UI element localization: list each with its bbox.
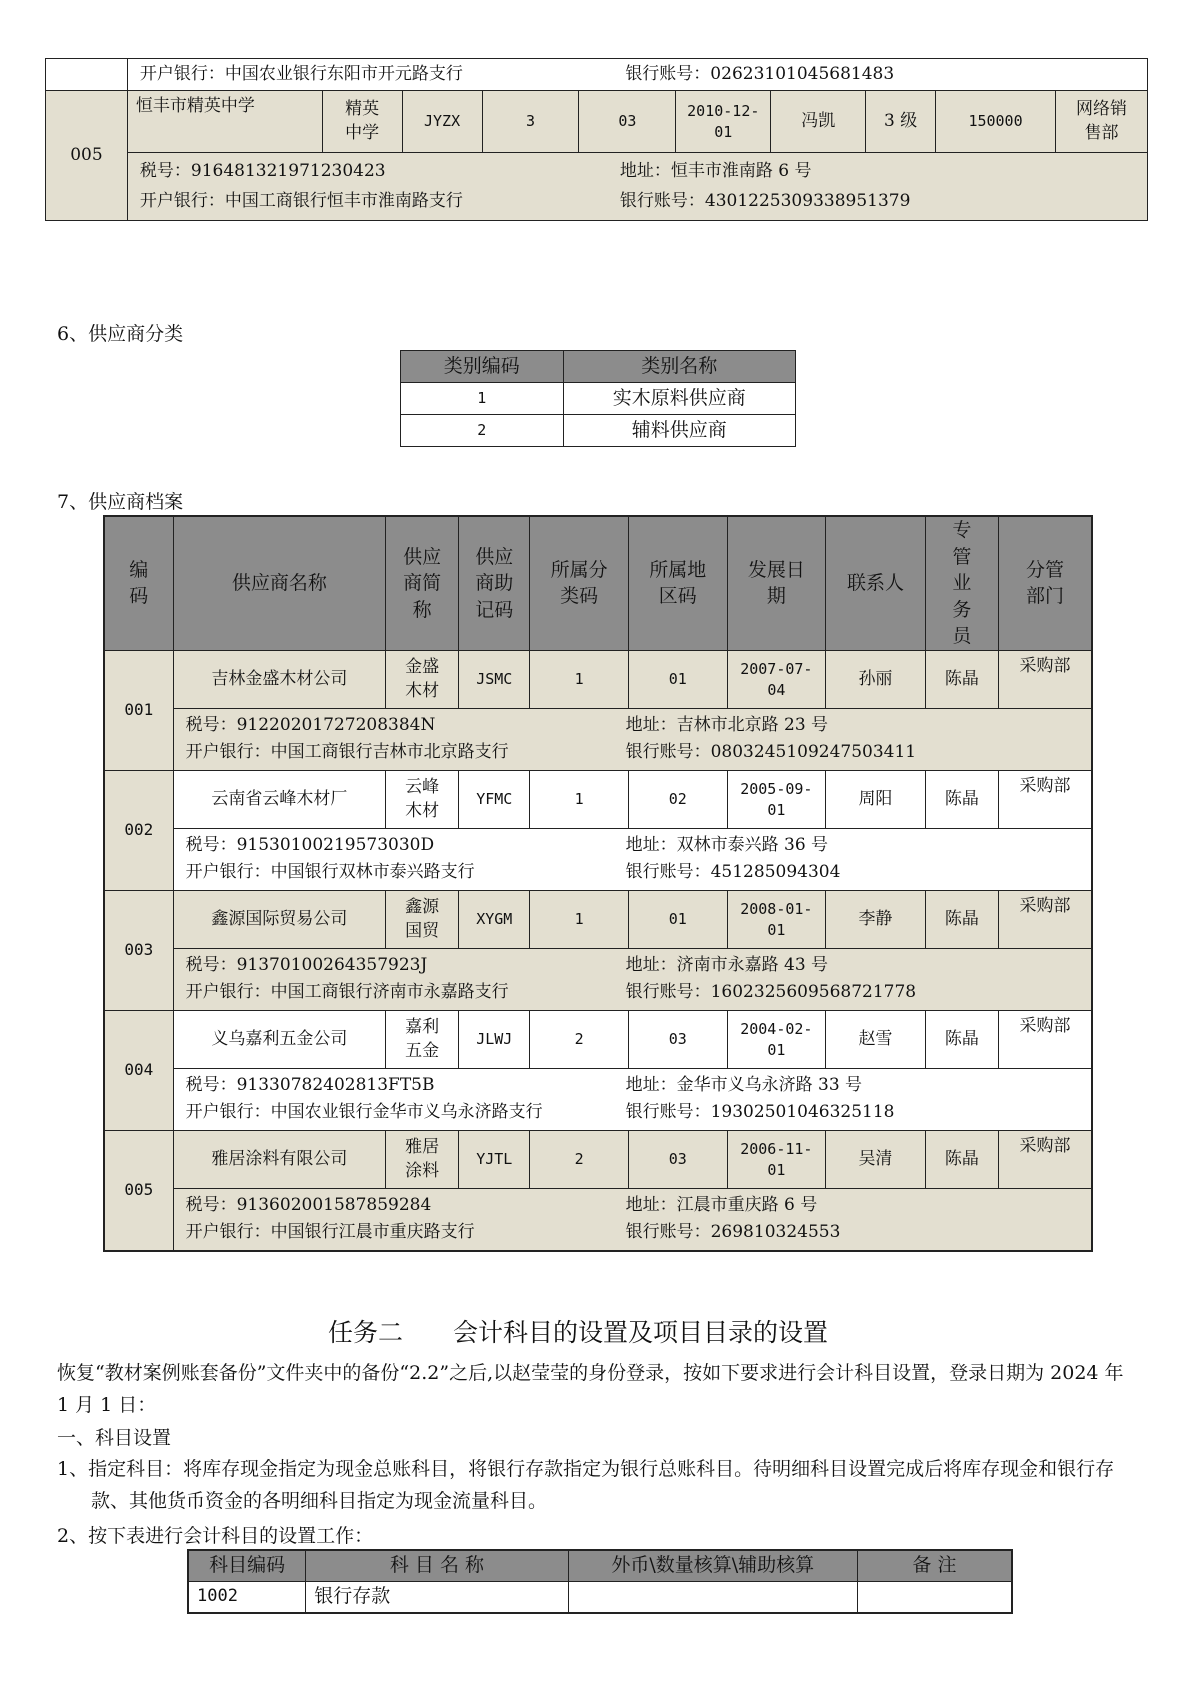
supplier-detail [173, 1189, 1092, 1252]
customer-level: 3 级 [866, 91, 936, 153]
supplier-mnemonic: JLWJ [459, 1011, 530, 1069]
bank-account: 银行账号：269810324553 [625, 1222, 841, 1243]
supplier-abbr: 雅居涂料 [386, 1131, 459, 1189]
supplier-date: 2008-01-01 [727, 891, 826, 949]
supplier-mnemonic: XYGM [459, 891, 530, 949]
category-name: 实木原料供应商 [563, 383, 795, 415]
table-row [46, 91, 1148, 153]
customer-category: 3 [482, 91, 579, 153]
category-name: 辅料供应商 [563, 415, 795, 447]
supplier-mnemonic: YJTL [459, 1131, 530, 1189]
supplier-clerk: 陈晶 [925, 1011, 998, 1069]
supplier-category: 2 [530, 1011, 629, 1069]
category-code: 1 [401, 383, 564, 415]
supplier-dept: 采购部 [998, 771, 1092, 829]
header-category: 所属分类码 [530, 516, 629, 651]
bank-name: 开户银行：中国工商银行恒丰市淮南路支行 [139, 191, 463, 211]
supplier-contact: 李静 [826, 891, 926, 949]
task-title: 任务二 会计科目的设置及项目目录的设置 [328, 1318, 829, 1347]
customer-contact: 冯凯 [771, 91, 866, 153]
supplier-code: 003 [104, 891, 173, 1011]
header-mnemonic: 供应商助记码 [459, 516, 530, 651]
header-category-code: 类别编码 [401, 351, 564, 383]
supplier-mnemonic: JSMC [459, 651, 530, 709]
tax-number: 税号：91330782402813FT5B [185, 1075, 435, 1096]
supplier-detail [173, 709, 1092, 771]
tax-number: 税号：91220201727208384N [185, 715, 436, 736]
header-region: 所属地区码 [628, 516, 727, 651]
supplier-region: 03 [628, 1131, 727, 1189]
subject-remark [857, 1581, 1012, 1613]
supplier-name: 鑫源国际贸易公司 [173, 891, 385, 949]
supplier-clerk: 陈晶 [925, 891, 998, 949]
section-6-title: 6、供应商分类 [57, 323, 184, 345]
bank-account: 银行账号：451285094304 [625, 862, 841, 883]
supplier-detail [173, 1069, 1092, 1131]
supplier-dept: 采购部 [998, 651, 1092, 709]
bank-account: 银行账号：0803245109247503411 [625, 742, 917, 763]
item-1 [57, 1453, 1142, 1517]
customer-detail [127, 153, 1147, 221]
supplier-code: 004 [104, 1011, 173, 1131]
address: 地址：吉林市北京路 23 号 [625, 715, 829, 736]
blank-code-cell [46, 59, 128, 91]
bank-name: 开户银行：中国工商银行济南市永嘉路支行 [185, 982, 509, 1003]
customer-table-continued [45, 58, 1148, 221]
supplier-category: 2 [530, 1131, 629, 1189]
address: 地址：济南市永嘉路 43 号 [625, 955, 829, 976]
customer-abbr: 精英中学 [322, 91, 402, 153]
bank-name: 开户银行：中国工商银行吉林市北京路支行 [185, 742, 509, 763]
table-row [104, 1131, 1092, 1189]
tax-number: 税号：91370100264357923J [185, 955, 428, 976]
item-2: 2、按下表进行会计科目的设置工作： [57, 1525, 374, 1547]
row-code: 005 [46, 91, 128, 221]
customer-region: 03 [579, 91, 676, 153]
customer-date: 2010-12-01 [676, 91, 771, 153]
header-clerk: 专管业务员 [925, 516, 998, 651]
table-row [104, 771, 1092, 829]
tax-number: 税号：91360200158785928​4 [185, 1195, 432, 1216]
address: 地址：金华市义乌永济路 33 号 [625, 1075, 863, 1096]
bank-name: 开户银行：中国银行江晨市重庆路支行 [185, 1222, 475, 1243]
supplier-archive-table [103, 515, 1093, 1252]
subject-code: 1002 [188, 1581, 306, 1613]
table-row [104, 651, 1092, 709]
supplier-contact: 周阳 [826, 771, 926, 829]
bank-name: 开户银行：中国银行双林市泰兴路支行 [185, 862, 475, 883]
supplier-dept: 采购部 [998, 1011, 1092, 1069]
header-code: 编码 [104, 516, 173, 651]
customer-amount: 150000 [936, 91, 1056, 153]
header-dept: 分管部门 [998, 516, 1092, 651]
supplier-dept: 采购部 [998, 891, 1092, 949]
table-header-row [104, 516, 1092, 651]
table-row [104, 1011, 1092, 1069]
header-subject-name: 科 目 名 称 [306, 1550, 568, 1581]
supplier-category: 1 [530, 771, 629, 829]
table-row [401, 415, 796, 447]
supplier-name: 云南省云峰木材厂 [173, 771, 385, 829]
supplier-region: 03 [628, 1011, 727, 1069]
supplier-dept: 采购部 [998, 1131, 1092, 1189]
tax-number: 税号：91648132197123042​3 [139, 161, 386, 181]
supplier-date: 2007-07-04 [727, 651, 826, 709]
supplier-code: 001 [104, 651, 173, 771]
heading-subject-setup: 一、科目设置 [57, 1427, 172, 1449]
table-row [104, 891, 1092, 949]
supplier-category: 1 [530, 651, 629, 709]
table-row [188, 1581, 1012, 1613]
bank-account: 银行账号：4301225309338951379 [619, 191, 911, 211]
supplier-clerk: 陈晶 [925, 651, 998, 709]
supplier-abbr: 鑫源国贸 [386, 891, 459, 949]
supplier-name: 吉林金盛木材公司 [173, 651, 385, 709]
supplier-contact: 孙丽 [826, 651, 926, 709]
header-remark: 备 注 [857, 1550, 1012, 1581]
header-subject-code: 科目编码 [188, 1550, 306, 1581]
supplier-region: 02 [628, 771, 727, 829]
header-category-name: 类别名称 [563, 351, 795, 383]
header-name: 供应商名称 [173, 516, 385, 651]
supplier-date: 2006-11-01 [727, 1131, 826, 1189]
intro-paragraph: 恢复“教材案例账套备份”文件夹中的备份“2.2”之后,以赵莹莹的身份登录，按如下要求进行会计科目设置，登录日期为 2024 年 1 月 1 日： [57, 1362, 1124, 1416]
supplier-detail [173, 829, 1092, 891]
supplier-abbr: 嘉利五金 [386, 1011, 459, 1069]
supplier-code: 005 [104, 1131, 173, 1252]
bank-label: 开户银行：中国农业银行东阳市开元路支行 [139, 64, 463, 84]
supplier-category: 1 [530, 891, 629, 949]
supplier-contact: 赵雪 [826, 1011, 926, 1069]
bank-name: 开户银行：中国农业银行金华市义乌永济路支行 [185, 1102, 543, 1123]
subject-name: 银行存款 [306, 1581, 568, 1613]
customer-dept: 网络销售部 [1055, 91, 1147, 153]
address: 地址：江晨市重庆路 6 号 [625, 1195, 818, 1216]
supplier-category-table [400, 350, 796, 447]
table-row [401, 383, 796, 415]
account-subject-table [187, 1549, 1013, 1614]
supplier-name: 义乌嘉利五金公司 [173, 1011, 385, 1069]
supplier-name: 雅居涂料有限公司 [173, 1131, 385, 1189]
supplier-clerk: 陈晶 [925, 771, 998, 829]
supplier-region: 01 [628, 651, 727, 709]
address: 地址：双林市泰兴路 36 号 [625, 835, 829, 856]
customer-name: 恒丰市精英中学 [127, 91, 322, 153]
category-code: 2 [401, 415, 564, 447]
supplier-abbr: 金盛木材 [386, 651, 459, 709]
header-abbr: 供应商简称 [386, 516, 459, 651]
subject-accounting [568, 1581, 857, 1613]
account-label: 银行账号：02623101045681483 [625, 64, 895, 84]
item-1-text: 1、指定科目：将库存现金指定为现金总账科目，将银行存款指定为银行总账科目。待明细科目设置完成后将库存现金和银行存款、其他货币资金的各明细科目指定为现金流量科目。 [57, 1458, 1115, 1512]
header-accounting: 外币\数量核算\辅助核算 [568, 1550, 857, 1581]
bank-account: 银行账号：1602325609568721778 [625, 982, 917, 1003]
supplier-date: 2005-09-01 [727, 771, 826, 829]
bank-info-row [127, 59, 1147, 91]
customer-mnemonic: JYZX [402, 91, 482, 153]
supplier-contact: 吴清 [826, 1131, 926, 1189]
supplier-region: 01 [628, 891, 727, 949]
address: 地址：恒丰市淮南路 6 号 [619, 161, 812, 181]
supplier-clerk: 陈晶 [925, 1131, 998, 1189]
supplier-abbr: 云峰木材 [386, 771, 459, 829]
supplier-detail [173, 949, 1092, 1011]
bank-account: 银行账号：19302501046325118 [625, 1102, 895, 1123]
supplier-date: 2004-02-01 [727, 1011, 826, 1069]
tax-number: 税号：91530100219573030D [185, 835, 435, 856]
header-contact: 联系人 [826, 516, 926, 651]
header-date: 发展日期 [727, 516, 826, 651]
supplier-code: 002 [104, 771, 173, 891]
section-7-title: 7、供应商档案 [57, 491, 184, 513]
supplier-mnemonic: YFMC [459, 771, 530, 829]
